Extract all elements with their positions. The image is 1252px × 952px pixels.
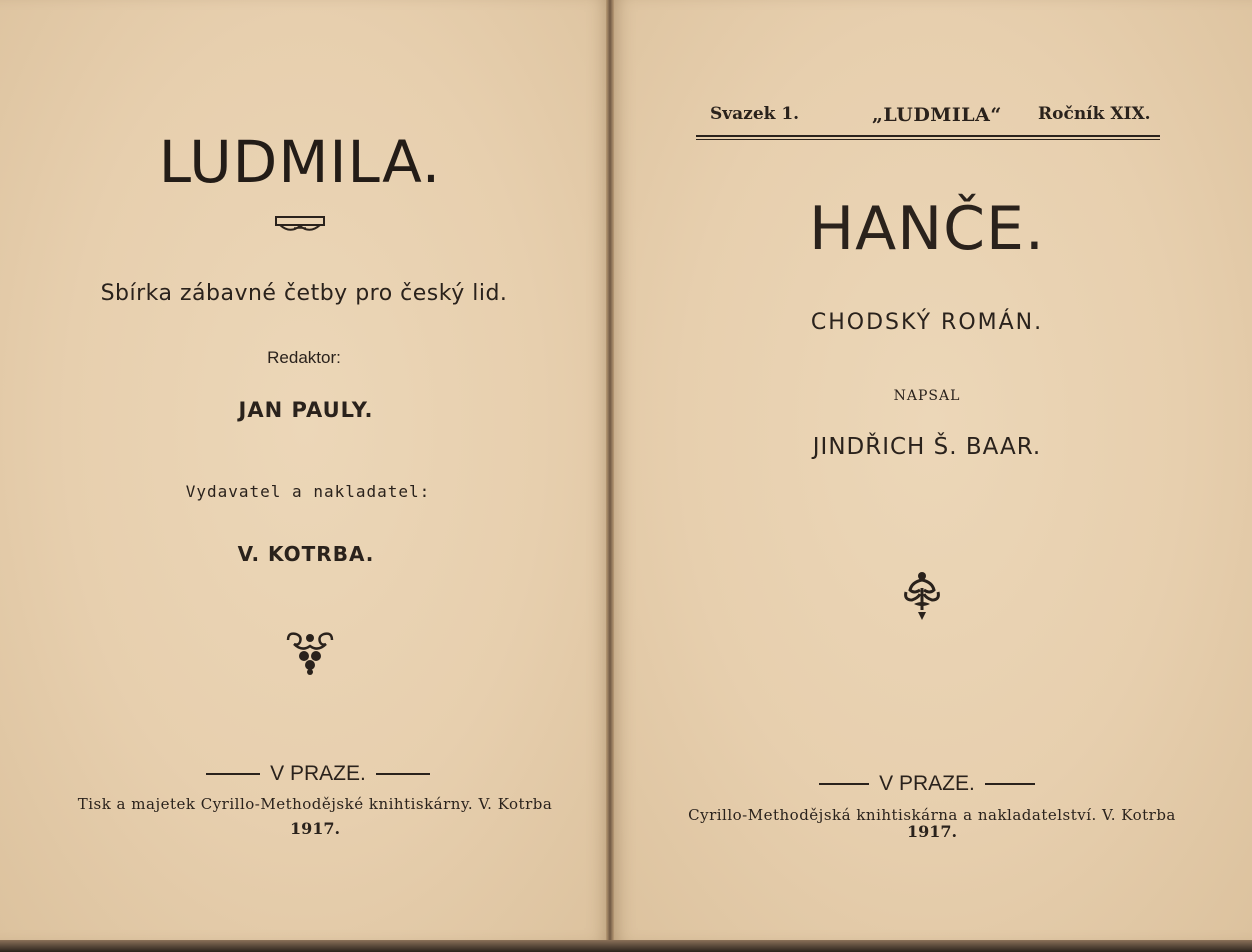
scroll-flourish-icon: [272, 214, 328, 236]
floral-vignette-icon: [284, 630, 336, 676]
printer-line: Tisk a majetek Cyrillo-Methodějské knihtiskárny. V. Kotrba: [77, 795, 553, 813]
editor-label: Redaktor:: [267, 348, 341, 367]
imprint-city-right-text: V PRAZE.: [879, 772, 975, 795]
header-rule: [696, 135, 1160, 137]
printer-line-right: Cyrillo-Methodějská knihtiskárna a nakladatelství. V. Kotrba: [688, 806, 1176, 824]
volume-number: Svazek 1.: [710, 104, 800, 124]
series-name: „LUDMILA“: [872, 104, 1002, 126]
publisher-label: Vydavatel a nakladatel:: [185, 482, 431, 501]
book-bottom-edge: [0, 940, 1252, 952]
imprint-city: [0, 762, 636, 786]
imprint-city-text: V PRAZE.: [270, 762, 366, 785]
book-subtitle: CHODSKÝ ROMÁN.: [810, 310, 1044, 335]
byline-label: NAPSAL: [893, 388, 961, 404]
book-title: HANČE.: [809, 194, 1045, 264]
publisher-name: V. KOTRBA.: [237, 542, 375, 566]
series-year: Ročník XIX.: [1038, 104, 1151, 124]
fleuron-icon: [902, 570, 942, 622]
running-header: [696, 104, 1160, 142]
series-subtitle: Sbírka zábavné četby pro český lid.: [100, 281, 508, 306]
series-title: LUDMILA.: [158, 128, 442, 196]
rule-dash: [819, 783, 869, 785]
imprint-city-right: [612, 772, 1242, 796]
imprint-year-right: 1917.: [906, 822, 958, 841]
rule-dash: [376, 773, 430, 775]
rule-dash: [206, 773, 260, 775]
editor-name: JAN PAULY.: [238, 398, 374, 422]
header-rule-thin: [696, 139, 1160, 140]
rule-dash: [985, 783, 1035, 785]
author-name: JINDŘICH Š. BAAR.: [812, 434, 1042, 460]
imprint-year: 1917.: [289, 819, 341, 838]
